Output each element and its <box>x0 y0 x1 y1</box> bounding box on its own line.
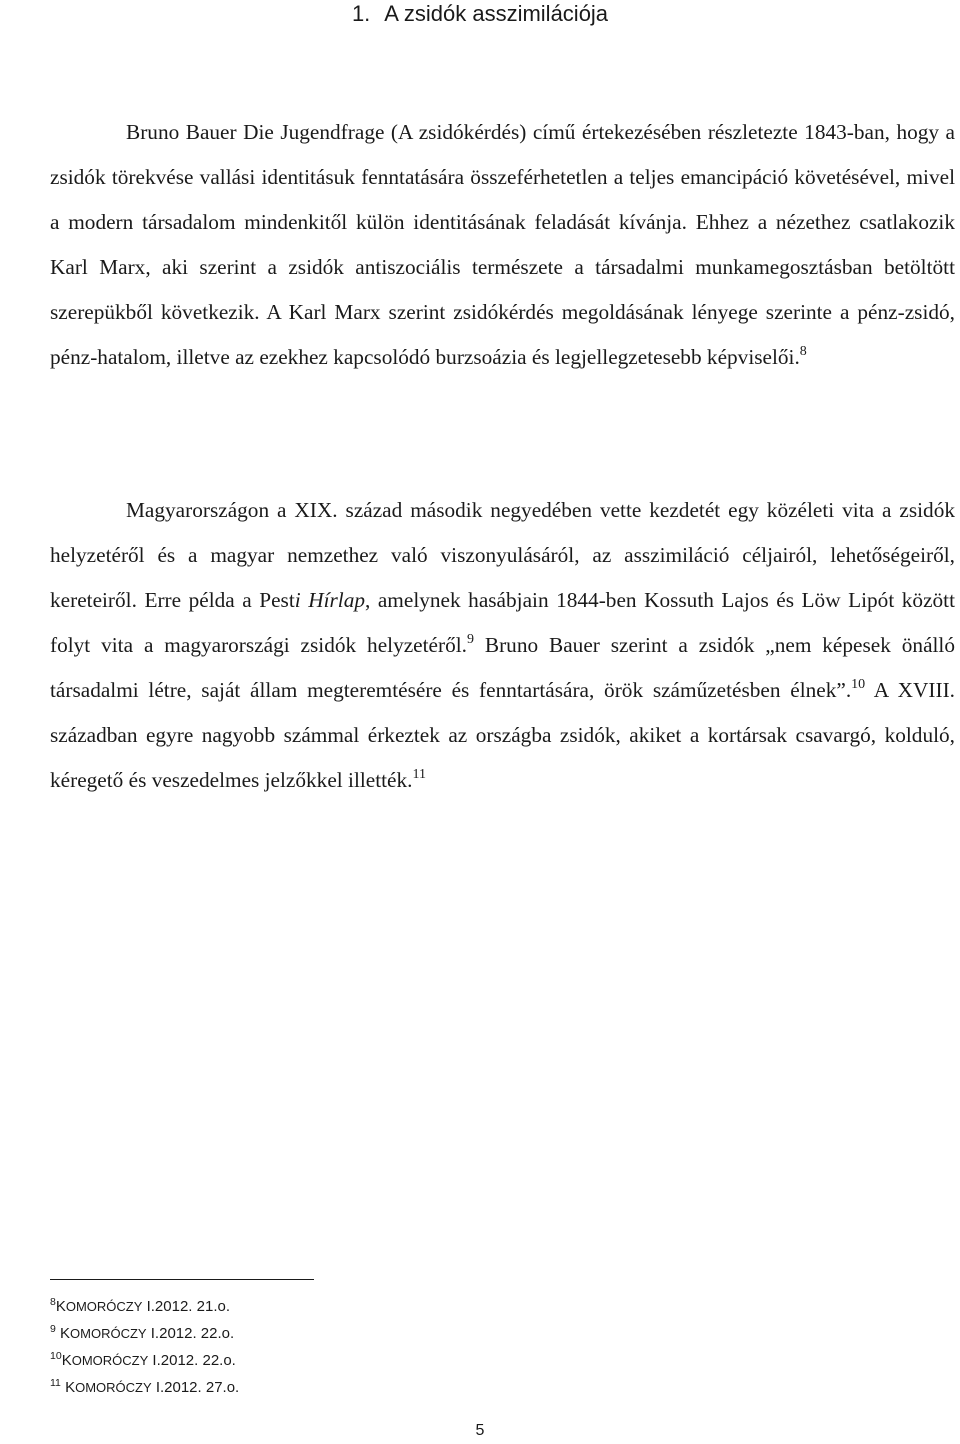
footnote-author-initial: K <box>65 1379 76 1396</box>
footnote-author-initial: K <box>60 1325 71 1342</box>
footnote-author: OMORÓCZY <box>65 1299 143 1314</box>
chapter-number: 1. <box>351 1 371 26</box>
paragraph-2-text-c: Bruno Bauer szerint a zsidók „nem képesek önálló társadalmi létre, saját állam megteremtésére és fenntartására, örök száműzetésben élnek”. <box>50 633 956 702</box>
footnote-number: 11 <box>50 1377 61 1389</box>
paragraph-1-text: Bruno Bauer Die Jugendfrage (A zsidókérdés) című értekezésében részletezte 1843-ban, hogy a zsidók törekvése vallási identitásuk fenntatására összeférhetetlen a teljes emancipáció követésével, mivel a modern társadalom mindenkitől külön identitásának feladását kívánja. Ehhez a nézethez csatlakozik Karl Marx, aki szerint a zsidók antiszociális természete a társadalmi munkamegosztásban betöltött szerepükből következik. A Karl Marx szerint zsidókérdés megoldásának lényege szerinte a pénz-zsidó, pénz-hatalom, illetve az ezekhez kapcsolódó burzsoázia és legjellegzetesebb képviselői. <box>50 120 955 369</box>
footnote-author: OMORÓCZY <box>70 1326 147 1341</box>
chapter-heading <box>0 0 960 28</box>
footnote-number: 9 <box>50 1323 56 1335</box>
footnote-ref-10[interactable]: 10 <box>851 677 866 692</box>
newspaper-title: i Hírlap <box>294 588 365 612</box>
footnote-author-initial: K <box>55 1298 66 1315</box>
footnote-number: 10 <box>50 1350 62 1362</box>
paragraph-2-text-d: A XVIII. században egyre nagyobb számmal érkeztek az országba zsidók, akiket a kortársak csavargó, kolduló, kéregető és veszedelmes jelzőkkel illették. <box>50 678 955 792</box>
paragraph-1 <box>50 110 955 380</box>
footnote-author-initial: K <box>61 1352 72 1369</box>
footnote-author: OMORÓCZY <box>71 1353 149 1368</box>
footnote-10 <box>50 1347 239 1374</box>
footnote-author: OMORÓCZY <box>75 1380 152 1395</box>
footnote-citation: I.2012. 22.o. <box>148 1352 236 1369</box>
footnote-9 <box>50 1320 239 1347</box>
footnotes <box>50 1293 239 1401</box>
paragraph-2-text-a: Magyarországon a XIX. század második negyedében vette kezdetét egy közéleti vita a zsidók helyzetéről és a magyar nemzethez való viszonyulásáról, az asszimiláció céljairól, lehetőségeiről, kereteiről. Erre példa a Pest <box>50 498 955 612</box>
footnote-ref-11[interactable]: 11 <box>412 767 426 782</box>
footnote-citation: I.2012. 21.o. <box>142 1298 230 1315</box>
footnote-ref-8[interactable]: 8 <box>799 344 807 359</box>
footnote-11 <box>50 1374 239 1401</box>
footnote-8 <box>50 1293 239 1320</box>
page-number: 5 <box>475 1422 485 1439</box>
paragraph-2 <box>50 488 955 803</box>
footnote-citation: I.2012. 22.o. <box>146 1325 235 1342</box>
footnote-ref-9[interactable]: 9 <box>466 632 474 647</box>
footnote-citation: I.2012. 27.o. <box>151 1379 240 1396</box>
footnote-separator <box>50 1279 314 1280</box>
footnote-number: 8 <box>50 1296 56 1308</box>
paragraph-2-text-b: , amelynek hasábjain 1844-ben Kossuth Lajos és Löw Lipót között folyt vita a magyarországi zsidók helyzetéről. <box>50 588 955 657</box>
chapter-title: A zsidók asszimilációja <box>384 1 609 26</box>
